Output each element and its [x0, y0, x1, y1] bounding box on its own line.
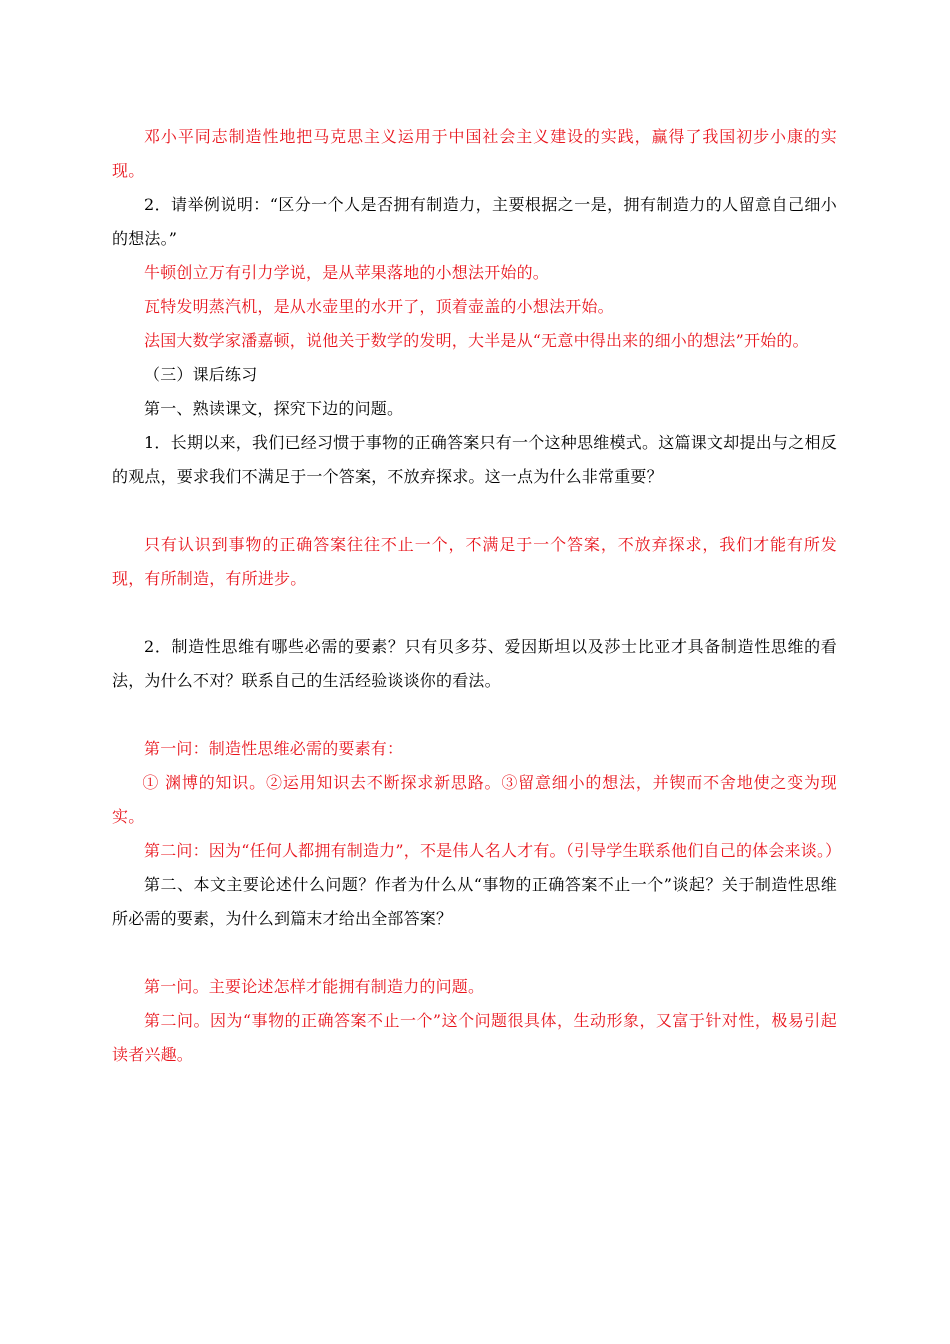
answer-paragraph: 第二问。因为“事物的正确答案不止一个”这个问题很具体，生动形象，又富于针对性，极易引起读者兴趣。: [112, 1011, 837, 1064]
answer-paragraph: ① 渊博的知识。②运用知识去不断探求新思路。③留意细小的想法，并锲而不舍地使之变为现实。: [112, 773, 837, 826]
answer-paragraph: 法国大数学家潘嘉顿，说他关于数学的发明，大半是从“无意中得出来的细小的想法”开始的。: [144, 331, 809, 350]
document-page: [112, 120, 842, 1072]
blank-line: [112, 494, 837, 528]
section-heading: （三）课后练习: [144, 365, 258, 384]
answer-paragraph: 第一问。主要论述怎样才能拥有制造力的问题。: [144, 977, 485, 996]
answer-paragraph: 邓小平同志制造性地把马克思主义运用于中国社会主义建设的实践，赢得了我国初步小康的实现。: [112, 127, 837, 180]
question-paragraph: 第一、熟读课文，探究下边的问题。: [144, 399, 404, 418]
question-paragraph: 2．制造性思维有哪些必需的要素？只有贝多芬、爱因斯坦以及莎士比亚才具备制造性思维的看法，为什么不对？联系自己的生活经验谈谈你的看法。: [112, 637, 837, 690]
question-paragraph: 1．长期以来，我们已经习惯于事物的正确答案只有一个这种思维模式。这篇课文却提出与之相反的观点，要求我们不满足于一个答案，不放弃探求。这一点为什么非常重要？: [112, 433, 837, 486]
blank-line: [112, 596, 837, 630]
answer-paragraph: 第二问：因为“任何人都拥有制造力”，不是伟人名人才有。（引导学生联系他们自己的体会来谈。）: [144, 841, 842, 860]
answer-paragraph: 牛顿创立万有引力学说，是从苹果落地的小想法开始的。: [144, 263, 550, 282]
blank-line: [112, 936, 837, 970]
question-paragraph: 第二、本文主要论述什么问题？作者为什么从“事物的正确答案不止一个”谈起？关于制造性思维所必需的要素，为什么到篇末才给出全部答案？: [112, 875, 837, 928]
blank-line: [112, 698, 837, 732]
answer-paragraph: 只有认识到事物的正确答案往往不止一个，不满足于一个答案，不放弃探求，我们才能有所发现，有所制造，有所进步。: [112, 535, 837, 588]
answer-paragraph: 第一问：制造性思维必需的要素有：: [144, 739, 404, 758]
question-paragraph: 2．请举例说明：“区分一个人是否拥有制造力，主要根据之一是，拥有制造力的人留意自己细小的想法。”: [112, 195, 837, 248]
answer-paragraph: 瓦特发明蒸汽机，是从水壶里的水开了，顶着壶盖的小想法开始。: [144, 297, 614, 316]
